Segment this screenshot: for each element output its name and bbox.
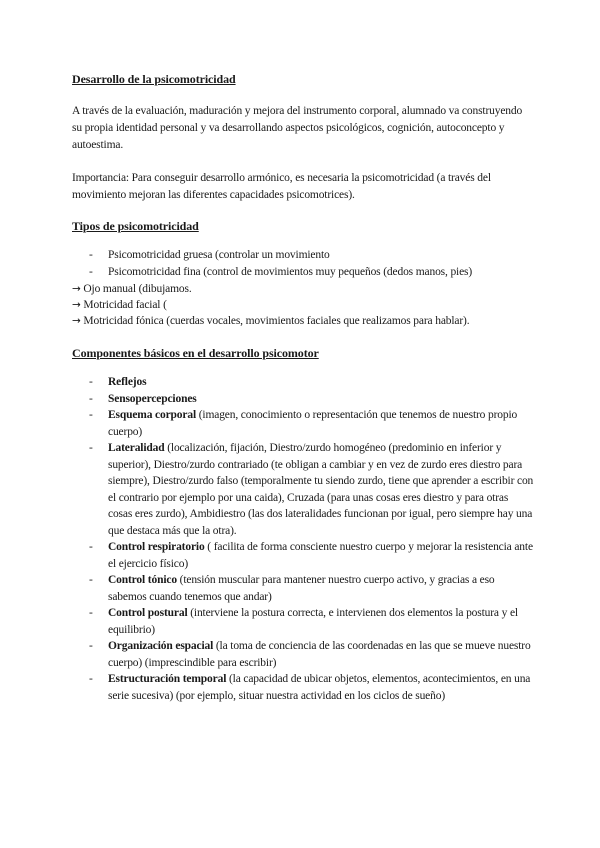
component-term: Control postural: [108, 607, 188, 619]
list-item: [72, 407, 534, 440]
arrow-item-text: Motricidad facial (: [83, 299, 167, 311]
dash-marker: -: [89, 392, 93, 405]
component-desc: (localización, fijación, Diestro/zurdo homogéneo (predominio en inferior y superior), Diestro/zurdo contrariado (te obligan a cambiar y en vez de zurdo eres diestro para siempre), Diestro/zurdo falso (temporalmente tu siendo zurdo, tiene que aprender a escribir con el contrario por ejemplo por una caida), Cruzada (para unas cosas eres diestro y para otras cosas eres zurdo), Ambidiestro (las dos lateralidades funcionan por igual, pero siempre hay una que destaca más que la otra).: [108, 442, 534, 537]
dash-marker: -: [89, 574, 93, 586]
dash-marker: -: [89, 376, 93, 388]
dash-marker: -: [89, 249, 93, 261]
dash-marker: -: [89, 673, 93, 685]
component-term: Reflejos: [108, 376, 147, 388]
arrow-right-icon: →: [72, 283, 81, 295]
arrow-item: [72, 281, 534, 298]
list-item: [72, 374, 534, 391]
list-item: [72, 572, 534, 605]
components-list: [72, 374, 534, 704]
list-item-text: Psicomotricidad gruesa (controlar un movimiento: [108, 249, 330, 261]
intro-paragraph: A través de la evaluación, maduración y mejora del instrumento corporal, alumnado va construyendo su propia identidad personal y va desarrollando aspectos psicológicos, cognición, autoconcepto y autoestima.: [72, 105, 523, 151]
components-heading: Componentes básicos en el desarrollo psicomotor: [72, 346, 319, 360]
component-term: Lateralidad: [108, 442, 165, 454]
dash-marker: -: [89, 541, 93, 553]
dash-marker: -: [89, 409, 93, 421]
dash-marker: -: [89, 607, 93, 619]
component-desc: (la capacidad de ubicar objetos, elementos, acontecimientos, en una serie sucesiva) (por ejemplo, situar nuestra actividad en los ciclos de sueño): [108, 673, 531, 702]
component-term: Organización espacial: [108, 640, 214, 652]
arrow-item-text: Ojo manual (dibujamos.: [83, 283, 192, 295]
component-desc: (tensión muscular para mantener nuestro cuerpo activo, y gracias a eso sabemos cuando tenemos que andar): [108, 574, 495, 603]
list-item: [72, 264, 534, 281]
types-heading: Tipos de psicomotricidad: [72, 219, 199, 233]
arrow-right-icon: →: [72, 299, 81, 311]
list-item: [72, 539, 534, 572]
component-term: Estructuración temporal: [108, 673, 227, 685]
list-item: [72, 391, 534, 408]
list-item-text: Psicomotricidad fina (control de movimientos muy pequeños (dedos manos, pies): [108, 266, 473, 278]
list-item: [72, 671, 534, 704]
component-term: Control respiratorio: [108, 541, 205, 553]
dash-marker: -: [89, 266, 93, 278]
arrow-item: [72, 313, 534, 330]
component-desc: (imagen, conocimiento o representación que tenemos de nuestro propio cuerpo): [108, 409, 518, 438]
component-term: Esquema corporal: [108, 409, 196, 421]
list-item: [72, 440, 534, 539]
list-item: [72, 638, 534, 671]
component-desc: ( facilita de forma consciente nuestro cuerpo y mejorar la resistencia ante el ejercicio físico): [108, 541, 533, 570]
types-list: [72, 247, 534, 281]
component-term: Control tónico: [108, 574, 177, 586]
component-desc: (interviene la postura correcta, e intervienen dos elementos la postura y el equilibrio): [108, 607, 518, 636]
list-item: [72, 247, 534, 264]
arrow-right-icon: →: [72, 315, 81, 327]
list-item: [72, 605, 534, 638]
importance-paragraph: Importancia: Para conseguir desarrollo armónico, es necesaria la psicomotricidad (a través del movimiento mejoran las diferentes capacidades psicomotrices).: [72, 172, 491, 201]
dash-marker: -: [89, 442, 93, 454]
page-title: Desarrollo de la psicomotricidad: [72, 72, 236, 86]
arrow-item: [72, 297, 534, 314]
component-term: Sensopercepciones: [108, 392, 197, 405]
dash-marker: -: [89, 640, 93, 652]
component-desc: (la toma de conciencia de las coordenadas en las que se mueve nuestro cuerpo) (imprescindible para escribir): [108, 640, 531, 669]
arrow-item-text: Motricidad fónica (cuerdas vocales, movimientos faciales que realizamos para hablar).: [83, 315, 470, 327]
